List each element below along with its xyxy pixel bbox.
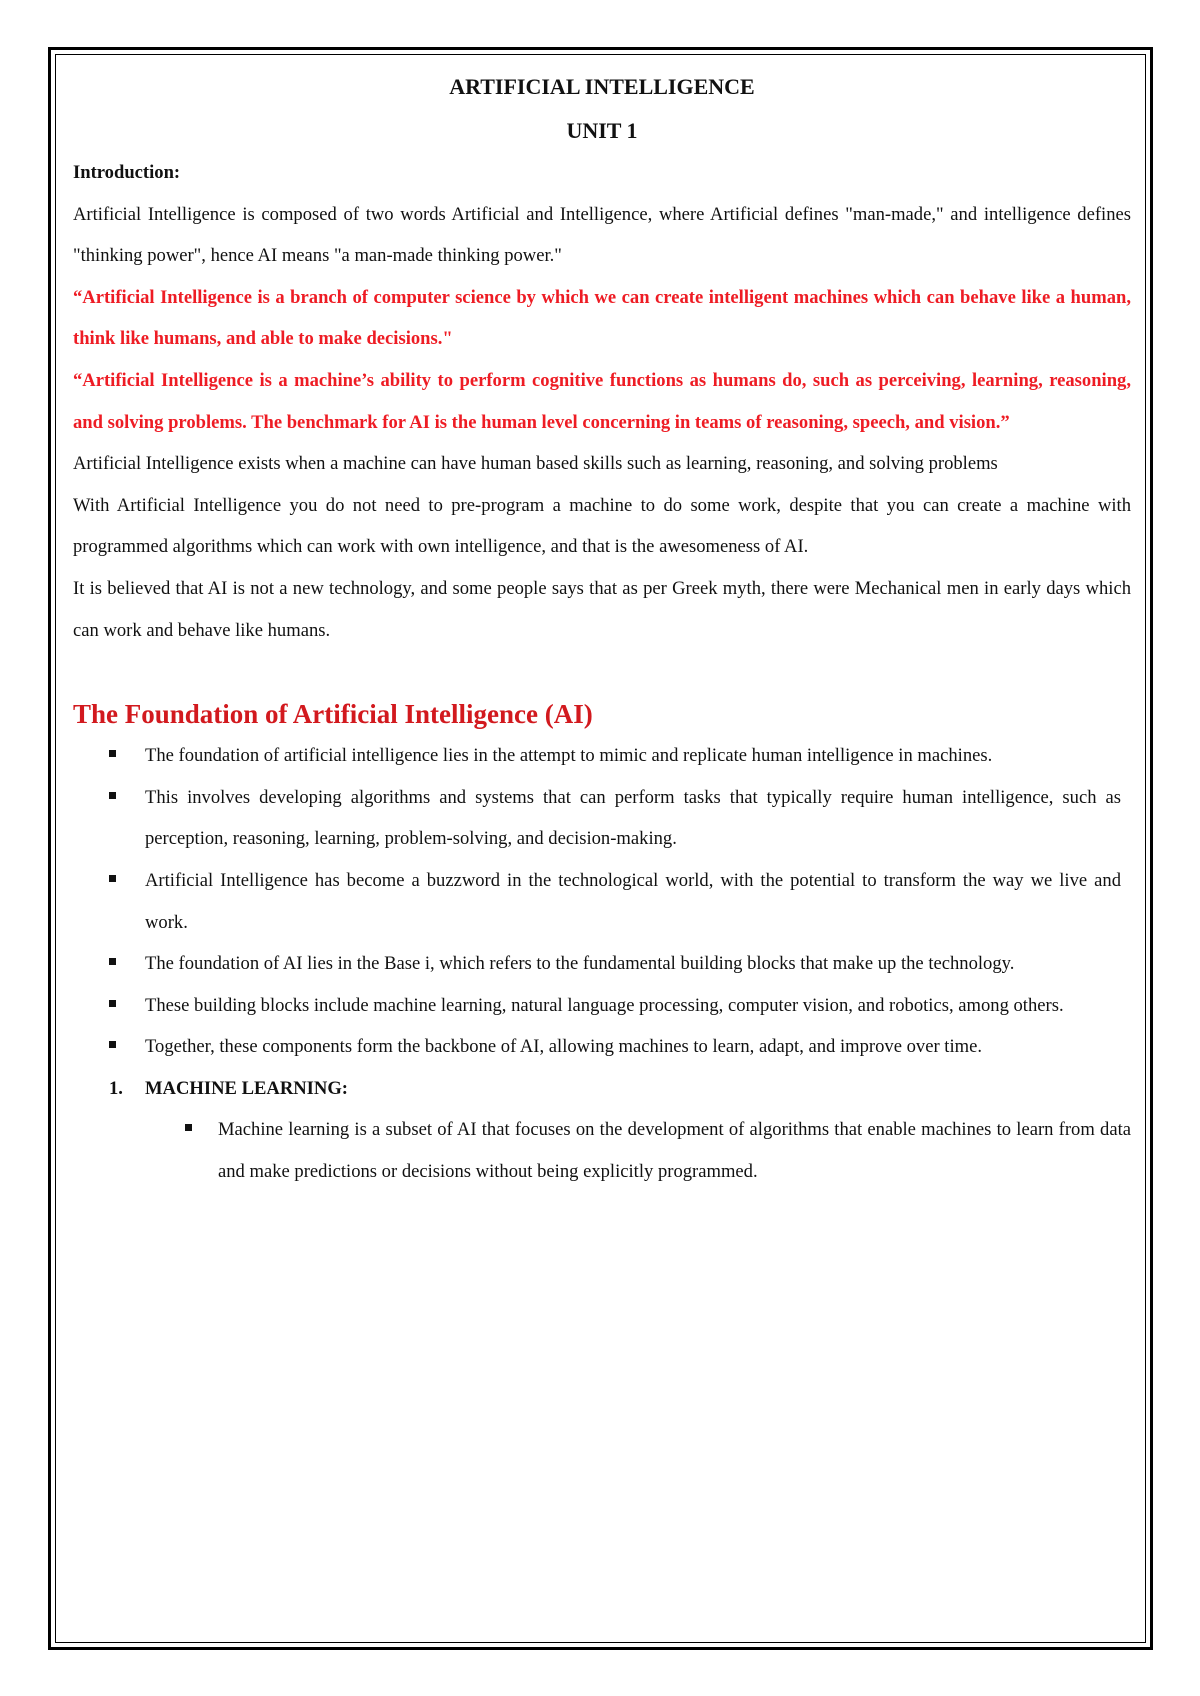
square-bullet-icon: [109, 1000, 116, 1007]
list-item-text: The foundation of AI lies in the Base i, which refers to the fundamental building blocks that make up the technology.: [145, 953, 1015, 975]
list-item-text: Artificial Intelligence has become a buzzword in the technological world, with the potential to transform the way we live and work.: [145, 869, 1121, 933]
numbered-heading-text: MACHINE LEARNING:: [145, 1077, 348, 1099]
list-item: [73, 777, 1131, 860]
list-number: 1.: [109, 1077, 123, 1099]
intro-paragraph-2: Artificial Intelligence exists when a machine can have human based skills such as learning, reasoning, and solving problems: [73, 453, 998, 475]
list-item-text: The foundation of artificial intelligence lies in the attempt to mimic and replicate human intelligence in machines.: [145, 745, 993, 767]
machine-learning-bullet-list: [73, 1109, 1131, 1192]
unit-title: UNIT 1: [566, 118, 638, 143]
intro-quote-1: “Artificial Intelligence is a branch of computer science by which we can create intelligent machines which can behave like a human, think like humans, and able to make decisions.": [73, 286, 1131, 350]
list-item-text: Together, these components form the backbone of AI, allowing machines to learn, adapt, and improve over time.: [145, 1036, 982, 1058]
intro-paragraph-4: It is believed that AI is not a new technology, and some people says that as per Greek myth, there were Mechanical men in early days which can work and behave like humans.: [73, 577, 1131, 641]
list-item: [73, 943, 1131, 985]
intro-quote-2: “Artificial Intelligence is a machine’s ability to perform cognitive functions as humans do, such as perceiving, learning, reasoning, and solving problems. The benchmark for AI is the human level concerning in teams of reasoning, speech, and vision.”: [73, 369, 1131, 433]
numbered-heading-machine-learning: [73, 1068, 1131, 1110]
square-bullet-icon: [109, 750, 116, 757]
list-item-text: This involves developing algorithms and systems that can perform tasks that typically require human intelligence, such as perception, reasoning, learning, problem-solving, and decision-making.: [145, 786, 1121, 850]
intro-paragraph-1: Artificial Intelligence is composed of two words Artificial and Intelligence, where Artificial defines "man-made," and intelligence defines "thinking power", hence AI means "a man-made thinking power.": [73, 203, 1131, 267]
list-item: [73, 860, 1131, 943]
square-bullet-icon: [109, 1041, 116, 1048]
list-item: [73, 735, 1131, 777]
list-item-text: These building blocks include machine learning, natural language processing, computer vision, and robotics, among others.: [145, 994, 1064, 1016]
list-item-text: Machine learning is a subset of AI that focuses on the development of algorithms that enable machines to learn from data and make predictions or decisions without being explicitly programmed.: [218, 1119, 1131, 1183]
square-bullet-icon: [109, 875, 116, 882]
intro-heading: Introduction:: [73, 162, 181, 183]
square-bullet-icon: [109, 958, 116, 965]
foundation-bullet-list: [73, 735, 1131, 1068]
list-item: [73, 1109, 1131, 1192]
document-content: [73, 66, 1131, 1193]
square-bullet-icon: [185, 1124, 192, 1131]
list-item: [73, 985, 1131, 1027]
document-title: ARTIFICIAL INTELLIGENCE: [449, 74, 755, 99]
list-item: [73, 1026, 1131, 1068]
intro-paragraph-3: With Artificial Intelligence you do not need to pre-program a machine to do some work, despite that you can create a machine with programmed algorithms which can work with own intelligence, and that is the awesomeness of AI.: [73, 494, 1131, 558]
foundation-heading: The Foundation of Artificial Intelligence (AI): [73, 699, 593, 730]
square-bullet-icon: [109, 792, 116, 799]
